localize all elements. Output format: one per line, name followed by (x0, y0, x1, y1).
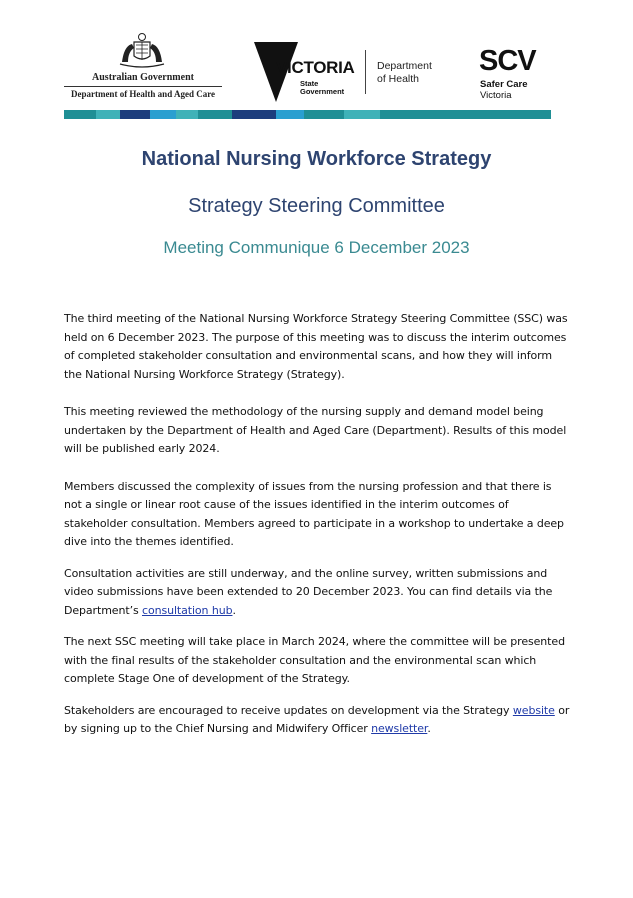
paragraph-5: The next SSC meeting will take place in March 2024, where the committee will be presented with the final results of the stakeholder consultation and the environmental scan which complete Stage One of development of the Strategy. (64, 635, 565, 685)
victoria-divider (365, 50, 366, 94)
department-of-health-label (377, 60, 432, 86)
paragraph-6 (64, 702, 572, 739)
newsletter-link[interactable]: newsletter (371, 722, 428, 735)
safer-care-victoria-logo (479, 46, 554, 106)
victoria-state-label: State (300, 79, 319, 88)
logo-bar (64, 30, 552, 106)
victoria-state-government (300, 80, 344, 96)
color-strip-segment (64, 110, 96, 119)
paragraph-2: This meeting reviewed the methodology of the nursing supply and demand model being undertaken by the Department of Health and Aged Care (Department). Results of this model will be published early 2024. (64, 405, 567, 455)
aus-gov-name: Australian Government (92, 72, 194, 83)
paragraph-6-end: . (427, 722, 431, 735)
australian-government-logo (64, 30, 222, 102)
page-subtitle: Strategy Steering Committee (188, 195, 445, 217)
page-title: National Nursing Workforce Strategy (141, 148, 492, 170)
doh-line2: of Health (377, 73, 420, 85)
paragraph-6-text-a: Stakeholders are encouraged to receive updates on development via the Strategy (64, 703, 513, 717)
paragraph-6-text-b: or by signing up to the Chief Nursing and Midwifery Officer (64, 703, 570, 735)
paragraph-1: The third meeting of the National Nursing Workforce Strategy Steering Committee (SSC) was held on 6 December 2023. The purpose of this meeting was to discuss the interim outcomes of completed stakeholder consultation and environmental scans, and how they will inform the National Nursing Workforce Strategy (Strategy). (64, 312, 568, 381)
color-strip-segment (120, 110, 150, 119)
aus-gov-department: Department of Health and Aged Care (70, 89, 216, 99)
color-strip-segment (96, 110, 120, 119)
color-strip-segment (198, 110, 232, 119)
victoria-government-logo (254, 40, 358, 104)
paragraph-4 (64, 565, 572, 621)
aus-gov-rule (64, 86, 222, 87)
paragraph-3: Members discussed the complexity of issues from the nursing profession and that there is not a single or linear root cause of the issues identified in the interim outcomes of stakeholder consultation. Members agreed to participate in a workshop to undertake a deep dive into the themes identified. (64, 479, 564, 548)
color-strip-segment (380, 110, 551, 119)
color-strip-segment (176, 110, 198, 119)
color-strip-segment (344, 110, 380, 119)
scv-line1: Safer Care (480, 79, 528, 90)
color-strip-segment (150, 110, 176, 119)
paragraph-4-end: . (232, 603, 236, 617)
communique-body (64, 310, 572, 739)
victoria-government-label: Government (300, 87, 345, 96)
color-strip-segment (304, 110, 344, 119)
consultation-hub-link[interactable]: consultation hub (142, 603, 233, 617)
scv-wordmark: SCV (479, 45, 536, 77)
color-strip-segment (276, 110, 304, 119)
coat-of-arms-icon (114, 32, 170, 68)
scv-line2: Victoria (480, 90, 512, 101)
doh-line1: Department (377, 60, 432, 72)
decorative-color-strip (64, 110, 551, 119)
victoria-wordmark: VICTORIA (276, 58, 355, 77)
strategy-website-link[interactable]: website (512, 703, 555, 717)
meeting-heading: Meeting Communique 6 December 2023 (163, 238, 470, 257)
paragraph-4-text: Consultation activities are still underway, and the online survey, written submissions and video submissions have been extended to 20 December 2023. You can find details via the Department’s (64, 566, 553, 617)
color-strip-segment (232, 110, 276, 119)
